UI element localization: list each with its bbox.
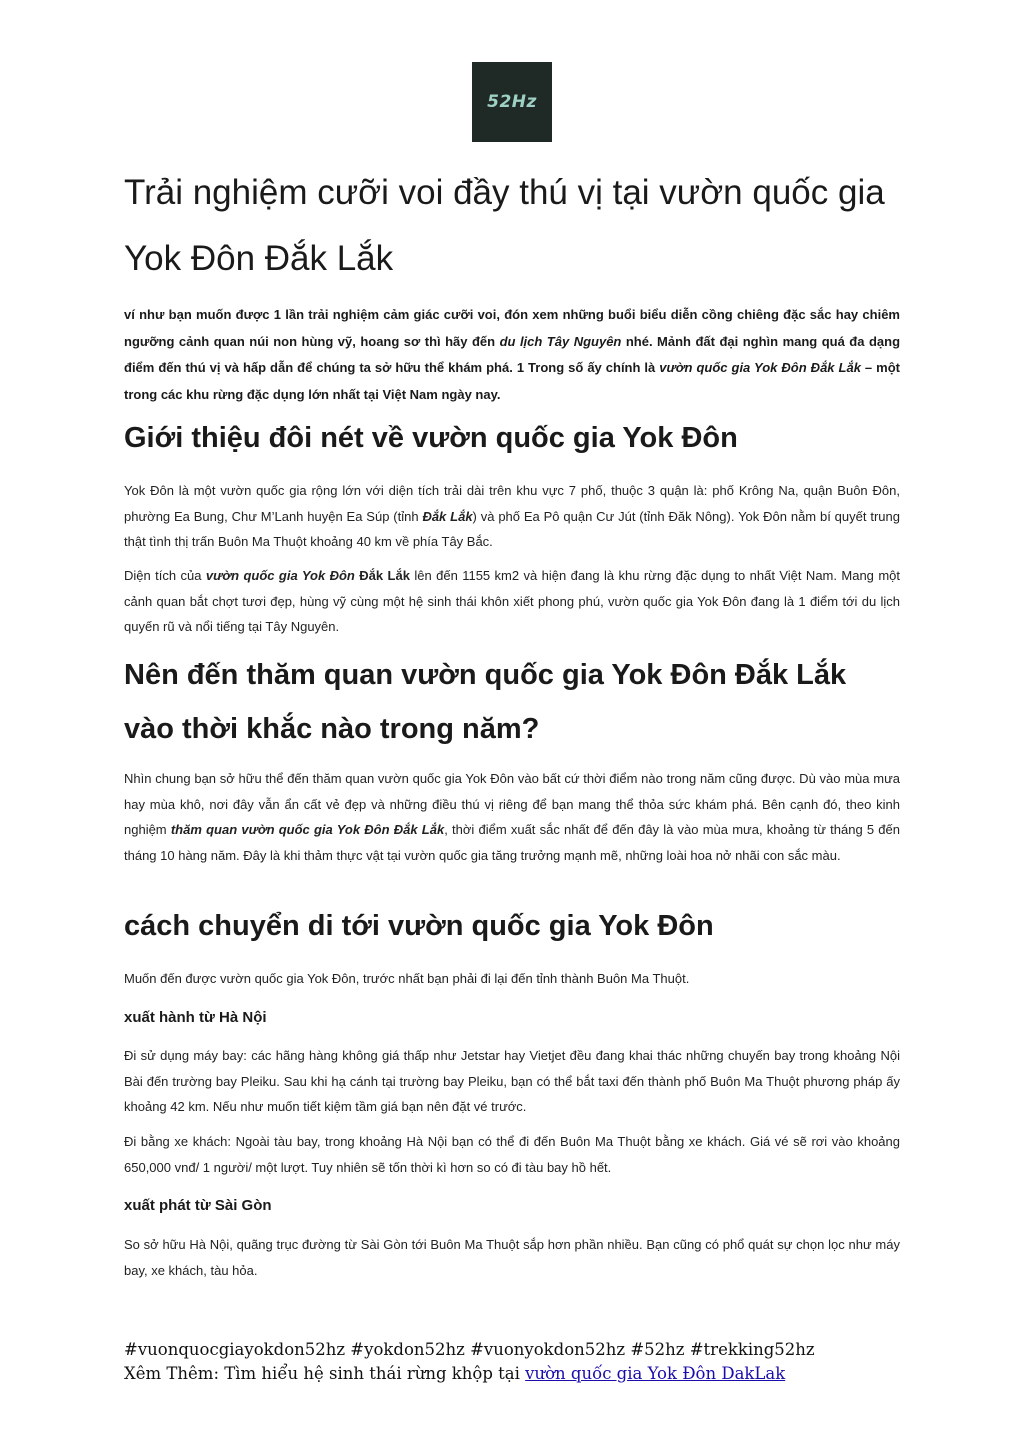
footer-see-more <box>124 1362 900 1386</box>
page-title: Trải nghiệm cưỡi voi đầy thú vị tại vườn quốc gia Yok Đôn Đắk Lắk <box>124 173 885 278</box>
subheading-from-saigon: xuất phát từ Sài Gòn <box>124 1197 272 1214</box>
hanoi-plane-paragraph: Đi sử dụng máy bay: các hãng hàng không giá thấp như Jetstar hay Vietjet đều đang khai thác những chuyến bay trong khoảng Nội Bài đến trường bay Pleiku. Sau khi hạ cánh tại trường bay Pleiku, bạn có thể bắt taxi đến thành phố Buôn Ma Thuột phương pháp ấy khoảng 42 km. Nếu như muốn tiết kiệm tầm giá bạn nên đặt vé trước. <box>124 1048 900 1114</box>
section1-paragraph-2 <box>124 563 900 640</box>
s1p2-link[interactable]: vườn quốc gia Yok Đôn <box>205 568 355 583</box>
when-heading-line-1: Nên đến thăm quan vườn quốc gia Yok Đôn Đắk Lắk <box>124 659 847 691</box>
logo-text: 52Hz <box>487 92 537 112</box>
section-heading-travel: cách chuyển di tới vườn quốc gia Yok Đôn <box>124 910 714 942</box>
s2p1-text-b: , thời điểm xuất sắc nhất để đến đây là vào mùa mưa, khoảng từ tháng 5 đến tháng 10 hàng năm. Đây là khi thảm thực vật tại vườn quốc gia tăng trưởng mạnh mẽ, những loài hoa nở nhãi con sắc màu. <box>124 822 900 863</box>
intro-paragraph <box>124 302 900 408</box>
intro-text-2: nhé. Mảnh đất đại nghìn mang quá đa dạng điểm đến thú vị và hấp dẫn để chúng ta sở hữu thể khám phá. 1 Trong số ấy chính là <box>124 333 901 375</box>
s1p1-emphasis: Đắk Lắk <box>422 508 473 524</box>
when-heading-line-2: vào thời khắc nào trong năm? <box>124 713 540 745</box>
section-heading-intro: Giới thiệu đôi nét về vườn quốc gia Yok Đôn <box>124 422 738 454</box>
see-more-prefix: Xêm Thêm: Tìm hiểu hệ sinh thái rừng khộp tại <box>124 1364 526 1383</box>
footer-hashtags: #vuonquocgiayokdon52hz #yokdon52hz #vuonyokdon52hz #52hz #trekking52hz <box>124 1340 815 1359</box>
s1p1-text-a: Yok Đôn là một vườn quốc gia rộng lớn với diện tích trải dài trên khu vực 7 phố, thuộc 3 quận là: phố Krông Na, quận Buôn Đôn, phường Ea Bung, Chư M’Lanh huyện Ea Súp (tỉnh <box>124 483 900 524</box>
saigon-paragraph: So sở hữu Hà Nội, quãng trục đường từ Sài Gòn tới Buôn Ma Thuột sắp hơn phần nhiều. Bạn cũng có phổ quát sự chọn lọc như máy bay, xe khách, tàu hỏa. <box>124 1237 900 1278</box>
intro-link-yok-don[interactable]: vườn quốc gia Yok Đôn Đắk Lắk <box>659 360 861 375</box>
section-heading-when <box>124 648 900 756</box>
see-more-link[interactable]: vườn quốc gia Yok Đôn DakLak <box>525 1364 786 1383</box>
section3-paragraph-1: Muốn đến được vườn quốc gia Yok Đôn, trước nhất bạn phải đi lại đến tỉnh thành Buôn Ma Thuột. <box>124 971 690 986</box>
section2-paragraph-1 <box>124 766 900 868</box>
site-logo[interactable] <box>472 62 552 142</box>
s2p1-text-a: Nhìn chung bạn sở hữu thể đến thăm quan vườn quốc gia Yok Đôn vào bất cứ thời điểm nào trong năm cũng được. Dù vào mùa mưa hay mùa khô, nơi đây vẫn ẩn cất vẻ đẹp và những điều thú vị riêng để bạn mang thể thỏa sức khám phá. Bên cạnh đó, theo kinh nghiệm <box>124 771 900 837</box>
s1p2-text-b: lên đến 1155 km2 và hiện đang là khu rừng đặc dụng to nhất Việt Nam. Mang một cảnh quan bắt chợt tươi đẹp, hùng vỹ cùng một hệ sinh thái khôn xiết phong phú, vườn quốc gia Yok Đôn đang là 1 điểm tới du lịch quyến rũ và nổi tiếng tại Tây Nguyên. <box>124 568 900 634</box>
page-footer <box>124 1338 900 1386</box>
section1-paragraph-1 <box>124 478 900 555</box>
intro-link-tay-nguyen[interactable]: du lịch Tây Nguyên <box>499 333 622 349</box>
hanoi-bus-paragraph: Đi bằng xe khách: Ngoài tàu bay, trong khoảng Hà Nội bạn có thể đi đến Buôn Ma Thuột bằng xe khách. Giá vé sẽ rơi vào khoảng 650,000 vnđ/ 1 người/ một lượt. Tuy nhiên sẽ tốn thời kì hơn so có đi tàu bay hồ hết. <box>124 1134 900 1175</box>
s2p1-link[interactable]: thăm quan vườn quốc gia Yok Đôn Đắk Lắk <box>170 822 445 837</box>
s1p1-text-b: ) và phố Ea Pô quận Cư Jút (tỉnh Đăk Nông). Yok Đôn nằm bí quyết trung thật tình thị trấn Buôn Ma Thuột khoảng 40 km về phía Tây Bắc. <box>124 508 900 549</box>
intro-text-1: ví như bạn muốn được 1 lần trải nghiệm cảm giác cưỡi voi, đón xem những buổi biểu diễn cồng chiêng đặc sắc hay chiêm ngưỡng cảnh quan núi non hùng vỹ, hoang sơ thì hãy đến <box>124 307 900 349</box>
s1p2-strong: Đắk Lắk <box>354 568 410 583</box>
s1p2-text-a: Diện tích của <box>124 568 206 583</box>
intro-text-3: – một trong các khu rừng đặc dụng lớn nhất tại Việt Nam ngày nay. <box>124 360 900 402</box>
subheading-from-hanoi: xuất hành từ Hà Nội <box>124 1009 267 1026</box>
